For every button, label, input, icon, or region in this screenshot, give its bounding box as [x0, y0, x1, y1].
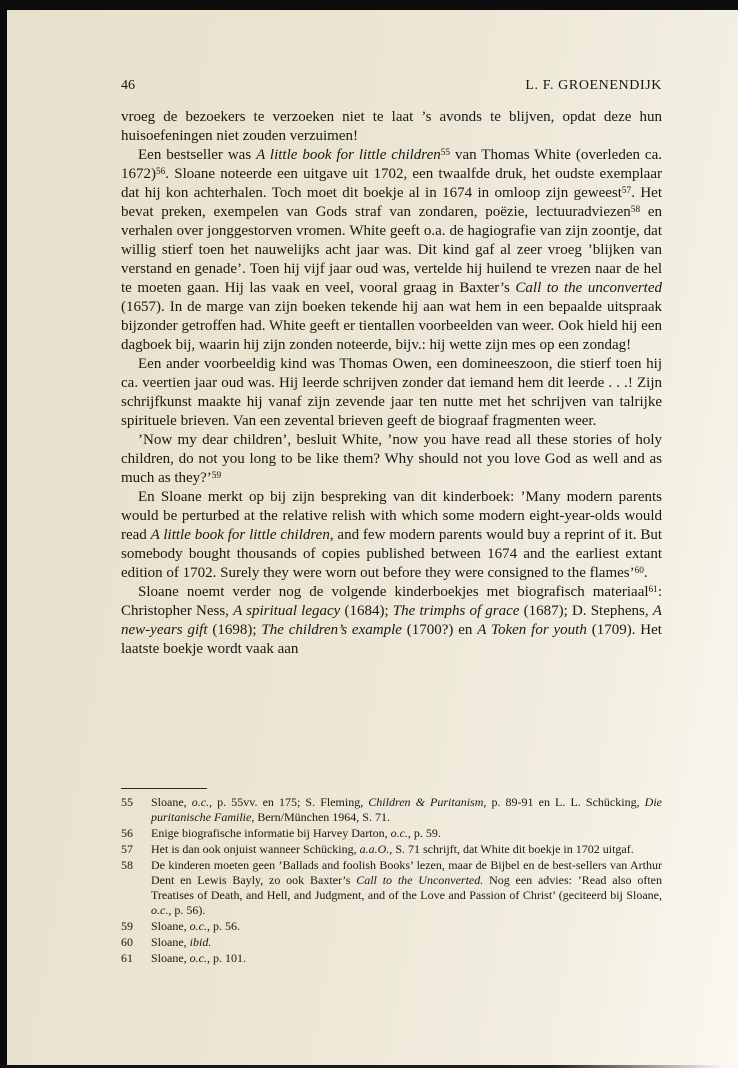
- page-number: 46: [121, 78, 135, 93]
- body-paragraph: vroeg de bezoekers te verzoeken niet te laat ’s avonds te blijven, opdat deze hun huisoefeningen niet zouden verzuimen!: [121, 109, 662, 144]
- footnote-number: 57: [121, 842, 133, 856]
- footnotes: [121, 795, 662, 967]
- footnote-text: Sloane, o.c., p. 55vv. en 175; S. Fleming, Children & Puritanism, p. 89-91 en L. L. Schücking, Die puritanische Familie, Bern/München 1964, S. 71.: [151, 795, 662, 824]
- running-head: L. F. GROENENDIJK: [525, 78, 662, 93]
- footnote: [121, 935, 662, 950]
- body-paragraph: En Sloane merkt op bij zijn bespreking van dit kinderboek: ’Many modern parents would be perturbed at the relative relish with which some modern eight-year-olds would read A little book for little children, and few modern parents would buy a reprint of it. But somebody bought thousands of copies published between 1674 and the earliest extant edition of 1702. Surely they were worn out before they were consigned to the flames’$^{60}$.: [121, 489, 663, 581]
- footnote-number: 58: [121, 858, 133, 872]
- scan-edge-top: [0, 0, 738, 10]
- footnote-number: 60: [121, 935, 133, 949]
- footnote: [121, 842, 662, 857]
- footnote: [121, 795, 662, 825]
- page-header: [121, 78, 662, 94]
- footnote-text: Enige biografische informatie bij Harvey Darton, o.c., p. 59.: [151, 826, 441, 840]
- footnote: [121, 858, 662, 918]
- footnote-text: Sloane, o.c., p. 101.: [151, 951, 246, 965]
- footnote-text: De kinderen moeten geen ’Ballads and foolish Books’ lezen, maar de Bijbel en de best-sellers van Arthur Dent en Lewis Bayly, zo ook Baxter’s Call to the Unconverted. Nog een advies: ’Read also often Treatises of Death, and Hell, and Judgment, and of the Love and Passion of Christ’ (geciteerd bij Sloane, o.c., p. 56).: [151, 858, 663, 917]
- footnote-text: Het is dan ook onjuist wanneer Schücking, a.a.O., S. 71 schrijft, dat White dit boekje in 1702 uitgaf.: [151, 842, 634, 856]
- body-paragraph: Sloane noemt verder nog de volgende kinderboekjes met biografisch materiaal$^{61}$: Christopher Ness, A spiritual legacy (1684); The trimphs of grace (1687); D. Stephens, A new-years gift (1698); The children’s example (1700?) en A Token for youth (1709). Het laatste boekje wordt vaak aan: [121, 584, 662, 657]
- footnote: [121, 951, 662, 966]
- footnote-number: 59: [121, 919, 133, 933]
- footnote: [121, 919, 662, 934]
- body-paragraph: ’Now my dear children’, besluit White, ’now you have read all these stories of holy children, do not you long to be like them? Why should not you love God as well and as much as they?’$^{59}$: [121, 432, 662, 486]
- footnote-separator: [121, 788, 207, 789]
- body-paragraph: Een ander voorbeeldig kind was Thomas Owen, een domineeszoon, die stierf toen hij ca. veertien jaar oud was. Hij leerde schrijven zonder dat iemand hem dit leerde . . .! Zijn schrijfkunst maakte hij vanaf zijn zevende jaar ten nutte met het schrijven van talrijke spirituele brieven. Van een zevental brieven geeft de biograaf fragmenten weer.: [121, 356, 662, 429]
- footnote: [121, 826, 662, 841]
- body-paragraph: Een bestseller was A little book for little children$^{55}$ van Thomas White (overleden ca. 1672)$^{56}$. Sloane noteerde een uitgave uit 1702, een twaalfde druk, het oudste exemplaar dat hij kon achterhalen. Toch moet dit boekje al in 1674 in omloop zijn geweest$^{57}$. Het bevat preken, exempelen van Gods straf van zondaren, poëzie, lectuuradviezen$^{58}$ en verhalen over jonggestorven vromen. White geeft o.a. de hagiografie van zijn zoontje, dat willig stierf toen het nauwelijks acht jaar was. Dit kind gaf al zeer vroeg ’blijken van verstand en genade’. Toen hij vijf jaar oud was, vertelde hij huilend te vrezen naar de hel te moeten gaan. Hij las vaak en veel, vooral graag in Baxter’s Call to the unconverted (1657). In de marge van zijn boeken tekende hij aan wat hem in een bepaalde uitspraak bijzonder getroffen had. White geeft er tientallen voorbeelden van weer. Ook hield hij een dagboek bij, waarin hij zijn zonden noteerde, bijv.: hij wette zijn mes op een zondag!: [121, 147, 663, 353]
- body-text: [121, 108, 662, 659]
- footnote-number: 61: [121, 951, 133, 965]
- footnote-number: 56: [121, 826, 133, 840]
- footnote-number: 55: [121, 795, 133, 809]
- footnote-text: Sloane, ibid.: [151, 935, 212, 949]
- scan-edge-left: [0, 0, 7, 1068]
- footnote-text: Sloane, o.c., p. 56.: [151, 919, 240, 933]
